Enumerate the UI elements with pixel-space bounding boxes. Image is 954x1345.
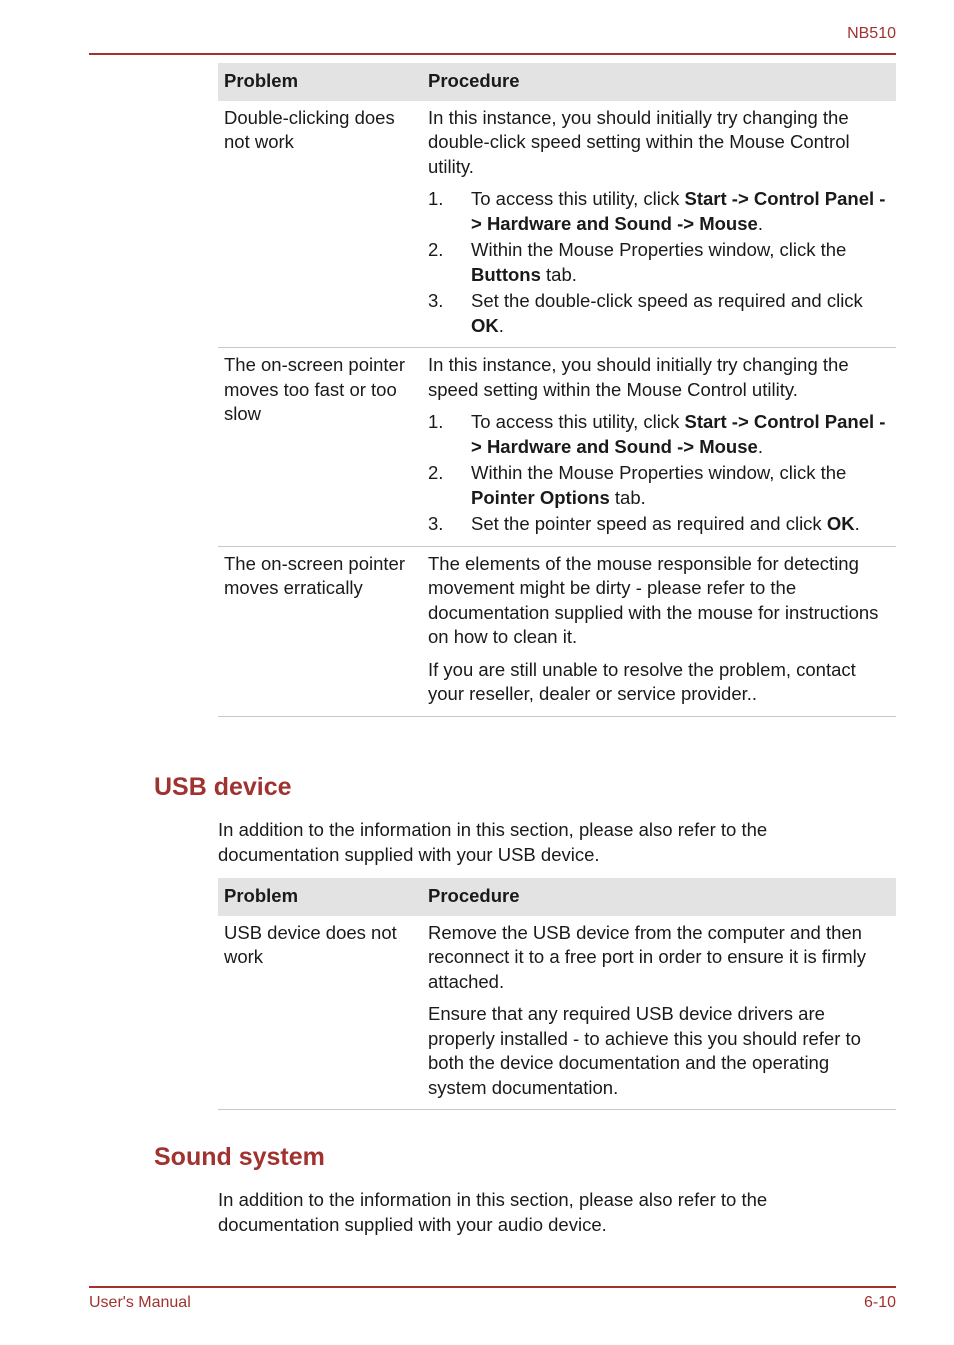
plain-text: . (498, 314, 504, 336)
procedure-cell (422, 546, 896, 716)
footer-manual-title: User's Manual (89, 1294, 191, 1311)
problem-cell: The on-screen pointer moves erratically (218, 546, 422, 716)
plain-text: . (854, 513, 860, 534)
procedure-cell (422, 101, 896, 348)
procedure-intro: In this instance, you should initially try changing the double-click speed setting within the Mouse Control utility. (428, 106, 850, 177)
procedure-paragraph: Remove the USB device from the computer and then reconnect it to a free port in order to ensure it is firmly attached. (428, 921, 867, 992)
usb-troubleshooting-table (218, 878, 896, 1110)
step-number: 3. (428, 290, 444, 311)
plain-text: tab. (540, 263, 577, 285)
step-item (428, 187, 890, 236)
section-title-sound-system: Sound system (154, 1143, 325, 1171)
plain-text: To access this utility, click (471, 411, 685, 432)
step-number: 2. (428, 462, 444, 483)
header-model-name: NB510 (847, 25, 896, 42)
step-text (471, 188, 885, 234)
footer-page-number: 6-10 (863, 1294, 896, 1311)
bold-text: Pointer Options (471, 486, 610, 508)
problem-cell: Double-clicking does not work (218, 101, 422, 348)
section-title-usb-device: USB device (154, 773, 292, 801)
problem-cell: USB device does not work (218, 916, 422, 1110)
step-item (428, 410, 890, 459)
step-number: 1. (428, 411, 444, 432)
plain-text: tab. (609, 486, 646, 508)
step-item (428, 289, 890, 338)
step-item (428, 461, 890, 510)
sound-intro: In addition to the information in this section, please also refer to the documentation supplied with your audio device. (218, 1189, 768, 1235)
procedure-cell (422, 348, 896, 547)
procedure-intro: In this instance, you should initially try changing the speed setting within the Mouse Control utility. (428, 354, 849, 400)
footer-rule (89, 1286, 896, 1288)
procedure-paragraph: Ensure that any required USB device drivers are properly installed - to achieve this you should refer to both the device documentation and the operating system documentation. (428, 1003, 861, 1098)
step-text (471, 513, 860, 534)
bold-text: OK (826, 513, 855, 534)
bold-text: Buttons (471, 263, 541, 285)
column-header-procedure: Procedure (422, 878, 896, 916)
step-text (471, 462, 846, 508)
plain-text: Set the double-click speed as required and click (471, 290, 863, 311)
table-row (218, 546, 896, 716)
column-header-problem: Problem (218, 878, 422, 916)
table-row (218, 916, 896, 1110)
step-number: 2. (428, 239, 444, 260)
plain-text: . (757, 435, 763, 457)
bold-text: Start -> Control Panel -> Hardware and Sound -> Mouse (471, 411, 886, 457)
header-rule (89, 53, 896, 55)
procedure-cell (422, 916, 896, 1110)
column-header-problem: Problem (218, 63, 422, 101)
problem-cell: The on-screen pointer moves too fast or too slow (218, 348, 422, 547)
procedure-paragraph: If you are still unable to resolve the problem, contact your reseller, dealer or service provider.. (428, 658, 856, 704)
mouse-troubleshooting-table (218, 63, 896, 717)
step-text (471, 239, 846, 285)
procedure-steps (428, 187, 890, 338)
bold-text: Start -> Control Panel -> Hardware and Sound -> Mouse (471, 188, 886, 234)
step-number: 1. (428, 188, 444, 209)
table-row (218, 101, 896, 348)
step-item (428, 238, 890, 287)
step-item (428, 512, 890, 537)
table-row (218, 348, 896, 547)
plain-text: Within the Mouse Properties window, click the (471, 462, 847, 483)
step-text (471, 290, 863, 336)
step-text (471, 411, 885, 457)
step-number: 3. (428, 513, 444, 534)
plain-text: To access this utility, click (471, 188, 685, 209)
bold-text: OK (471, 314, 499, 336)
plain-text: . (757, 212, 763, 234)
usb-intro: In addition to the information in this section, please also refer to the documentation supplied with your USB device. (218, 819, 768, 865)
plain-text: Set the pointer speed as required and click (471, 513, 827, 534)
procedure-paragraph: The elements of the mouse responsible for detecting movement might be dirty - please refer to the documentation supplied with the mouse for instructions on how to clean it. (428, 552, 879, 647)
table-header-row (218, 878, 896, 916)
column-header-procedure: Procedure (422, 63, 896, 101)
procedure-steps (428, 410, 890, 537)
table-header-row (218, 63, 896, 101)
plain-text: Within the Mouse Properties window, click the (471, 239, 847, 260)
